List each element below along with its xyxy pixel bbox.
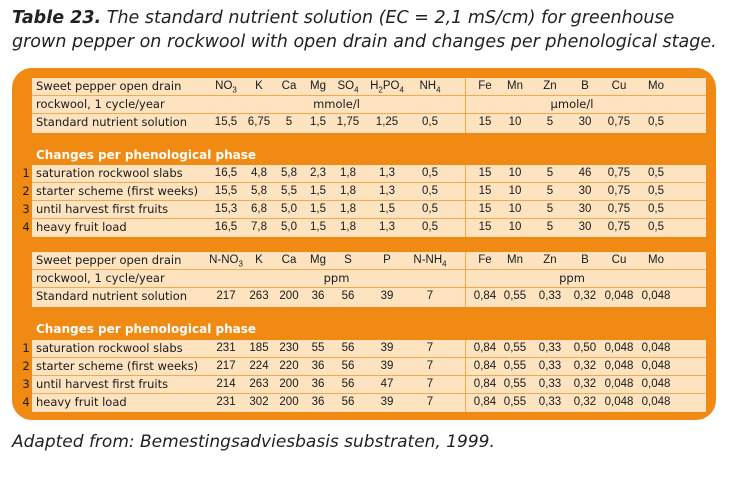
block1-phase-value: 10 [508, 185, 522, 197]
block1-phase-label: saturation rockwool slabs [36, 166, 183, 180]
block1-title-line2: rockwool, 1 cycle/year [36, 97, 165, 111]
block2-title-line1: Sweet pepper open drain [36, 253, 182, 267]
block1-phase-value: 7,8 [251, 221, 267, 233]
block2-phase-value: 36 [311, 360, 325, 372]
block1-phase-number: 2 [22, 184, 30, 198]
block1-phase-value: 0,5 [422, 203, 438, 215]
block2-col-header: K [255, 254, 263, 266]
block2-unit-micro: ppm [559, 271, 585, 285]
block2-standard-value: 7 [426, 290, 434, 302]
block1-phase-value: 15 [478, 203, 492, 215]
block1-phase-row [22, 201, 706, 219]
block2-col-header: Ca [281, 254, 297, 266]
block1-phase-row [22, 219, 706, 236]
block2-phase-value: 214 [216, 378, 236, 390]
block2-phase-value: 0,048 [604, 360, 634, 372]
block1-phase-value: 5,0 [281, 203, 297, 215]
block1-phase-value: 30 [578, 221, 592, 233]
block1-phase-value: 1,5 [310, 221, 326, 233]
block2-phase-value: 39 [380, 396, 394, 408]
block1-phase-value: 5,8 [251, 185, 267, 197]
block2-phase-value: 39 [380, 342, 394, 354]
block1-standard-value: 15,5 [214, 116, 238, 128]
block2-phase-value: 0,048 [641, 378, 671, 390]
block2-phase-value: 7 [426, 396, 434, 408]
block1-standard-value: 0,5 [648, 116, 664, 128]
block1-phases [22, 165, 706, 237]
block2-phase-row [22, 340, 706, 358]
block2-phase-value: 0,048 [641, 342, 671, 354]
block1-standard-value: 0,75 [607, 116, 631, 128]
table-caption [12, 6, 727, 54]
block1-phase-number: 4 [22, 220, 30, 234]
block1-phase-label: starter scheme (first weeks) [36, 184, 199, 198]
block1-standard-value: 1,25 [375, 116, 399, 128]
block2-phase-number: 4 [22, 395, 30, 409]
block1-standard-value: 1,75 [336, 116, 360, 128]
block1-unit-row [32, 96, 706, 114]
block1-phase-value: 5,0 [281, 221, 297, 233]
block2-standard-label: Standard nutrient solution [36, 289, 188, 303]
block1-standard-value: 6,75 [247, 116, 271, 128]
block1-phase-value: 16,5 [214, 167, 238, 179]
block2-phase-value: 56 [341, 396, 355, 408]
block2-unit-macro: ppm [323, 271, 350, 285]
block1-phase-value: 30 [578, 203, 592, 215]
block2-title-line2: rockwool, 1 cycle/year [36, 271, 165, 285]
block2-col-header: B [581, 254, 589, 266]
block1-phase-value: 15,5 [214, 185, 238, 197]
block1-header [32, 78, 706, 133]
block2-header [32, 252, 706, 307]
block1-phase-value: 1,5 [310, 203, 326, 215]
block1-phase-value: 10 [508, 167, 522, 179]
block1-col-header: B [581, 80, 589, 92]
block2-phase-value: 0,84 [473, 342, 497, 354]
block2-phase-value: 39 [380, 360, 394, 372]
block2-phase-value: 263 [249, 378, 269, 390]
block1-col-header: Mg [310, 80, 326, 92]
block2-col-header: Mn [507, 254, 523, 266]
block2-phase-value: 56 [341, 342, 355, 354]
block1-phase-value: 5 [546, 221, 554, 233]
block2-standard-value: 0,84 [473, 290, 497, 302]
block1-unit-macro: mmole/l [313, 97, 360, 111]
block2-col-header: Fe [478, 254, 492, 266]
block1-col-header: Mn [507, 80, 523, 92]
block2-phase-value: 230 [279, 342, 299, 354]
block1-phase-label: until harvest first fruits [36, 202, 169, 216]
block1-phase-value: 0,75 [607, 185, 631, 197]
block1-phase-value: 6,8 [251, 203, 267, 215]
block2-col-header: Mg [310, 254, 326, 266]
block1-phase-value: 30 [578, 185, 592, 197]
block1-phase-value: 1,3 [379, 221, 395, 233]
block2-standard-value: 263 [249, 290, 269, 302]
block1-col-header: $H_2PO_4$ [370, 80, 404, 95]
block2-phase-value: 231 [216, 342, 236, 354]
block2-phase-value: 231 [216, 396, 236, 408]
source-note: Adapted from: Bemestingsadviesbasis substraten, 1999. [12, 432, 495, 452]
block2-phase-value: 0,048 [641, 360, 671, 372]
block2-phase-label: until harvest first fruits [36, 377, 169, 391]
block1-unit-micro: µmole/l [550, 97, 594, 111]
block2-col-header: $N-NO_3$ [209, 254, 243, 269]
block2-standard-row [32, 288, 706, 305]
block1-standard-value: 30 [578, 116, 592, 128]
block2-phase-value: 0,84 [473, 396, 497, 408]
block2-phase-row [22, 358, 706, 376]
block1-phase-value: 0,75 [607, 203, 631, 215]
block1-phase-value: 2,3 [310, 167, 326, 179]
block1-phase-value: 1,5 [310, 185, 326, 197]
caption-text: The standard nutrient solution (EC = 2,1 mS/cm) for greenhouse grown pepper on rockwool with open drain and changes per phenological stage. [12, 8, 717, 52]
block1-phase-value: 1,5 [379, 203, 395, 215]
block2-standard-value: 217 [216, 290, 236, 302]
block2-unit-row [32, 270, 706, 288]
block1-phase-value: 10 [508, 203, 522, 215]
block1-phase-value: 5 [546, 185, 554, 197]
block1-standard-label: Standard nutrient solution [36, 115, 188, 129]
block2-phase-value: 0,33 [538, 360, 562, 372]
block1-phase-value: 5,5 [281, 185, 297, 197]
block1-phase-value: 15,3 [214, 203, 238, 215]
block2-phase-value: 0,55 [503, 396, 527, 408]
block2-phase-value: 0,048 [604, 396, 634, 408]
block1-col-header: $SO_4$ [337, 80, 359, 95]
block1-phase-value: 10 [508, 221, 522, 233]
block2-col-header: S [344, 254, 352, 266]
block2-phase-value: 0,33 [538, 378, 562, 390]
block2-phase-value: 36 [311, 396, 325, 408]
block1-phase-row [22, 165, 706, 183]
block1-phase-number: 3 [22, 202, 30, 216]
block1-phase-value: 5 [546, 203, 554, 215]
block1-col-header: Ca [281, 80, 297, 92]
block2-phase-label: saturation rockwool slabs [36, 341, 183, 355]
block1-col-header: K [255, 80, 263, 92]
block2-phase-value: 7 [426, 378, 434, 390]
block1-phase-value: 16,5 [214, 221, 238, 233]
block2-phase-value: 200 [279, 396, 299, 408]
block2-col-header: Cu [611, 254, 627, 266]
block1-phase-label: heavy fruit load [36, 220, 127, 234]
block1-phase-value: 0,5 [422, 221, 438, 233]
block2-phase-value: 217 [216, 360, 236, 372]
block1-phase-value: 0,5 [422, 185, 438, 197]
block1-title-line1: Sweet pepper open drain [36, 79, 182, 93]
block2-phase-value: 0,32 [573, 378, 597, 390]
block2-phase-value: 7 [426, 360, 434, 372]
block2-phase-value: 55 [311, 342, 325, 354]
block1-phase-value: 46 [578, 167, 592, 179]
block2-phase-value: 56 [341, 360, 355, 372]
block2-standard-value: 56 [341, 290, 355, 302]
block2-col-header: P [383, 254, 391, 266]
block2-standard-value: 39 [380, 290, 394, 302]
block2-standard-value: 0,32 [573, 290, 597, 302]
block1-standard-value: 15 [478, 116, 492, 128]
block1-col-header: Mo [648, 80, 664, 92]
block2-col-header: Zn [543, 254, 557, 266]
block2-phase-value: 0,84 [473, 378, 497, 390]
block2-phase-value: 0,33 [538, 342, 562, 354]
block1-phase-value: 0,5 [648, 167, 664, 179]
block1-phase-value: 0,5 [422, 167, 438, 179]
block2-phase-heading: Changes per phenological phase [36, 322, 256, 336]
block1-phase-value: 5,8 [281, 167, 297, 179]
block2-standard-value: 200 [279, 290, 299, 302]
block2-phase-value: 185 [249, 342, 269, 354]
block1-phase-number: 1 [22, 166, 30, 180]
block2-standard-value: 0,048 [641, 290, 671, 302]
block2-phase-value: 0,048 [641, 396, 671, 408]
block2-col-header: Mo [648, 254, 664, 266]
block2-phase-value: 0,50 [573, 342, 597, 354]
block2-phase-value: 47 [380, 378, 394, 390]
block2-phase-value: 7 [426, 342, 434, 354]
block2-phase-value: 0,55 [503, 378, 527, 390]
block2-phases [22, 340, 706, 412]
block1-col-header: Fe [478, 80, 492, 92]
block1-phase-value: 1,3 [379, 185, 395, 197]
block2-standard-value: 36 [311, 290, 325, 302]
block2-phase-label: starter scheme (first weeks) [36, 359, 199, 373]
block1-phase-row [22, 183, 706, 201]
block1-phase-heading: Changes per phenological phase [36, 148, 256, 162]
block1-col-header: $NO_3$ [215, 80, 237, 95]
block2-header-row [32, 252, 706, 270]
block2-phase-label: heavy fruit load [36, 395, 127, 409]
block2-standard-value: 0,33 [538, 290, 562, 302]
block1-header-row [32, 78, 706, 96]
block2-phase-value: 224 [249, 360, 269, 372]
block2-phase-value: 302 [249, 396, 269, 408]
table-frame [12, 68, 716, 420]
block1-col-header: Zn [543, 80, 557, 92]
block1-phase-value: 0,5 [648, 221, 664, 233]
block1-phase-value: 15 [478, 185, 492, 197]
block1-standard-value: 0,5 [422, 116, 438, 128]
block1-phase-value: 0,5 [648, 203, 664, 215]
block1-phase-value: 1,8 [340, 221, 356, 233]
block2-phase-value: 0,55 [503, 342, 527, 354]
block1-standard-value: 5 [285, 116, 293, 128]
block1-phase-value: 5 [546, 167, 554, 179]
block2-phase-number: 2 [22, 359, 30, 373]
block1-phase-value: 1,3 [379, 167, 395, 179]
block2-phase-row [22, 376, 706, 394]
block2-phase-value: 36 [311, 378, 325, 390]
block2-standard-value: 0,55 [503, 290, 527, 302]
block2-phase-value: 200 [279, 378, 299, 390]
block2-phase-value: 220 [279, 360, 299, 372]
block1-col-header: $NH_4$ [419, 80, 441, 95]
block2-phase-value: 0,84 [473, 360, 497, 372]
block1-phase-value: 4,8 [251, 167, 267, 179]
block2-col-header: $N-NH_4$ [413, 254, 447, 269]
block2-standard-value: 0,048 [604, 290, 634, 302]
block1-phase-value: 1,8 [340, 167, 356, 179]
block2-phase-value: 0,33 [538, 396, 562, 408]
block1-col-header: Cu [611, 80, 627, 92]
block1-standard-value: 1,5 [310, 116, 326, 128]
block1-phase-value: 0,75 [607, 167, 631, 179]
block2-phase-row [22, 394, 706, 411]
block2-phase-value: 56 [341, 378, 355, 390]
block2-phase-value: 0,048 [604, 342, 634, 354]
block1-phase-value: 15 [478, 221, 492, 233]
block1-phase-value: 15 [478, 167, 492, 179]
block1-phase-value: 0,75 [607, 221, 631, 233]
block1-phase-value: 1,8 [340, 203, 356, 215]
block2-phase-value: 0,048 [604, 378, 634, 390]
block1-phase-value: 0,5 [648, 185, 664, 197]
block1-standard-value: 10 [508, 116, 522, 128]
block1-standard-row [32, 114, 706, 131]
block1-standard-value: 5 [546, 116, 554, 128]
block2-phase-value: 0,55 [503, 360, 527, 372]
block2-phase-value: 0,32 [573, 360, 597, 372]
block2-phase-number: 3 [22, 377, 30, 391]
table-number: Table 23. [12, 8, 102, 28]
block1-phase-value: 1,8 [340, 185, 356, 197]
block2-phase-number: 1 [22, 341, 30, 355]
block2-phase-value: 0,32 [573, 396, 597, 408]
